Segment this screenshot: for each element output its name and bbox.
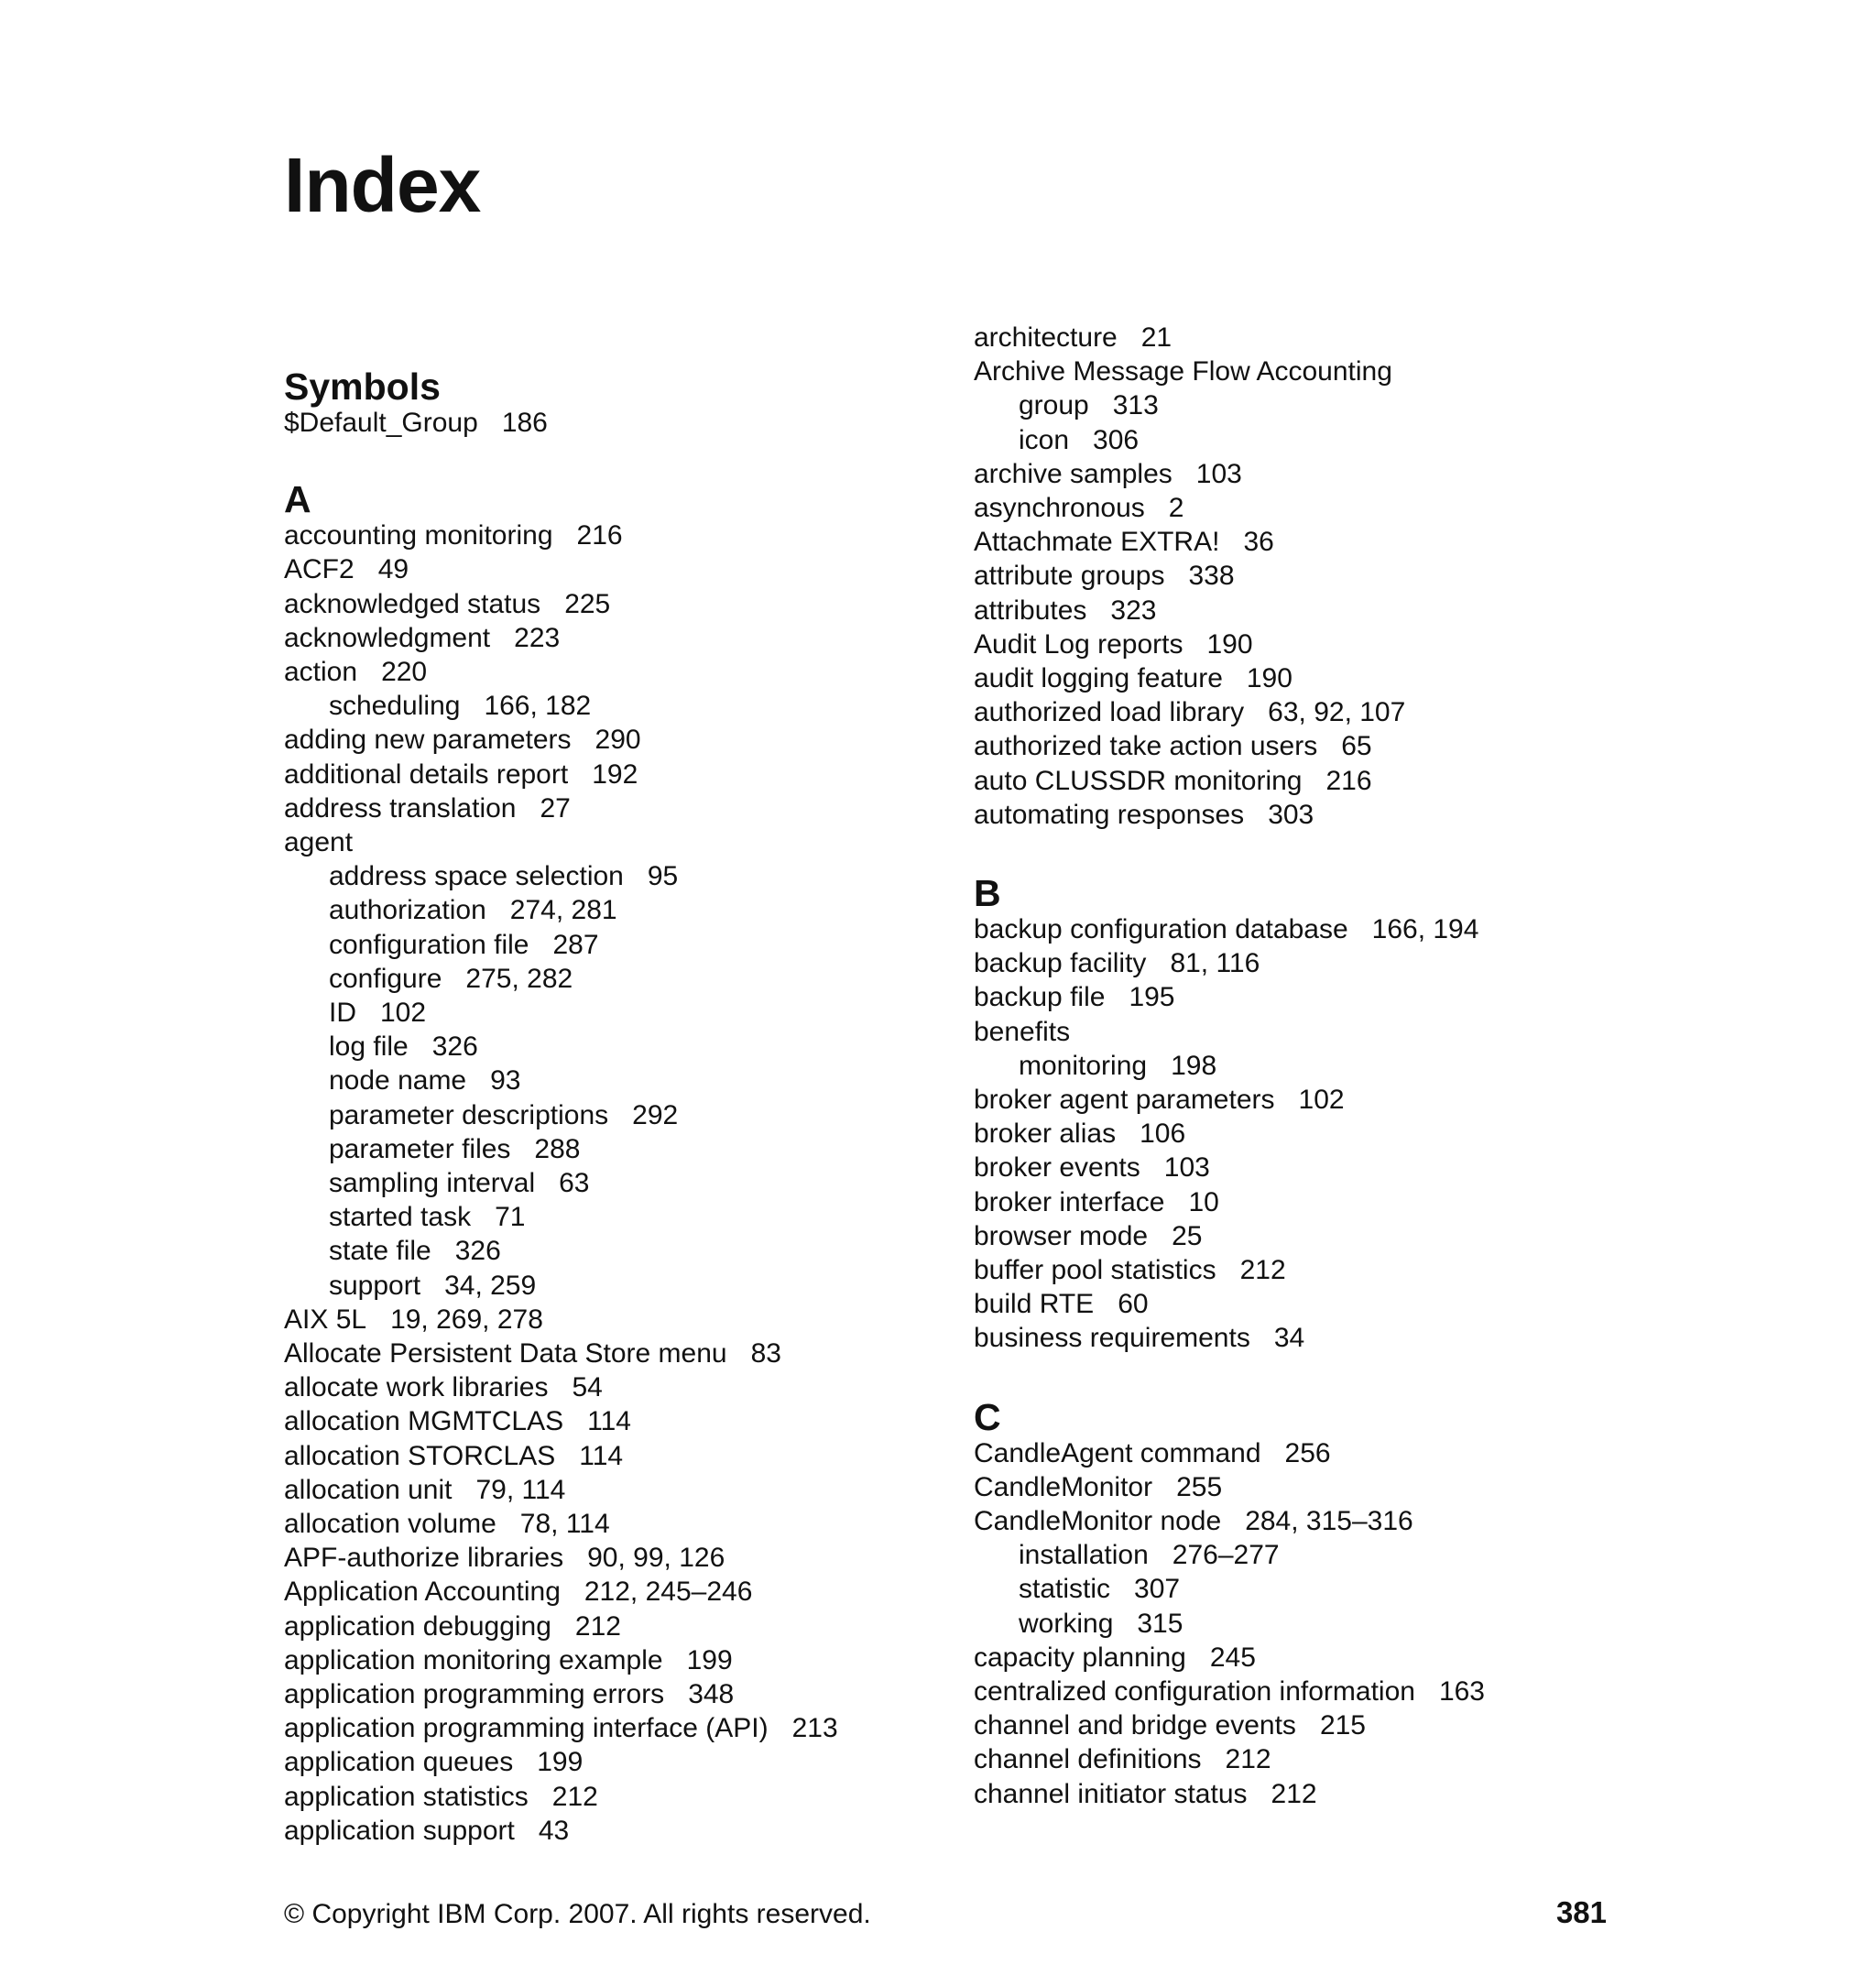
index-page-refs: 323 (1110, 595, 1157, 626)
index-page-refs: 2 (1168, 493, 1184, 523)
index-page-refs: 223 (514, 622, 561, 653)
index-term: acknowledged status (284, 588, 541, 619)
index-term: started task (329, 1202, 472, 1233)
index-page-refs: 199 (537, 1747, 584, 1778)
page-number: 381 (1555, 1895, 1607, 1929)
index-term: backup configuration database (974, 914, 1348, 944)
index-page-refs: 83 (750, 1338, 781, 1369)
index-page-refs: 288 (534, 1133, 581, 1164)
index-page-refs: 71 (495, 1202, 526, 1233)
index-entry (284, 1303, 543, 1337)
index-term: application queues (284, 1747, 514, 1778)
index-term: attributes (974, 595, 1087, 626)
index-term: authorized take action users (974, 731, 1318, 762)
footer-copyright: © Copyright IBM Corp. 2007. All rights reserved. (284, 1899, 871, 1929)
index-subentry (1019, 1538, 1280, 1572)
index-letter-heading: A (284, 478, 311, 521)
index-page-refs: 10 (1188, 1186, 1219, 1217)
index-term: Application Accounting (284, 1577, 561, 1608)
index-page-refs: 166, 182 (484, 691, 592, 722)
index-term: AIX 5L (284, 1304, 367, 1335)
index-page-refs: 255 (1176, 1471, 1223, 1502)
index-page-refs: 192 (592, 758, 638, 790)
index-entry (284, 758, 638, 791)
index-page-refs: 81, 116 (1170, 948, 1260, 979)
index-term: log file (329, 1031, 409, 1063)
index-entry (974, 1675, 1485, 1708)
index-page-refs: 307 (1134, 1574, 1181, 1605)
index-term: Audit Log reports (974, 628, 1183, 660)
index-entry (284, 1643, 733, 1677)
index-page-refs: 284, 315–316 (1245, 1506, 1413, 1536)
index-letter-heading: Symbols (284, 366, 441, 408)
index-entry (974, 1219, 1202, 1253)
index-page-refs: 93 (490, 1065, 521, 1097)
index-entry (284, 1370, 603, 1404)
index-entry (974, 525, 1274, 559)
index-page-refs: 79, 114 (475, 1474, 566, 1505)
index-entry (284, 791, 571, 825)
index-letter-heading: B (974, 872, 1001, 914)
index-term: business requirements (974, 1323, 1250, 1354)
index-page-refs: 78, 114 (519, 1509, 610, 1539)
index-term: application monitoring example (284, 1644, 663, 1675)
index-term: node name (329, 1065, 467, 1097)
page-title: Index (284, 142, 481, 228)
index-page-refs: 34, 259 (444, 1270, 537, 1301)
index-entry (974, 798, 1314, 832)
index-page-refs: 245 (1209, 1642, 1256, 1673)
index-page-refs: 166, 194 (1371, 914, 1479, 944)
index-term: adding new parameters (284, 725, 572, 756)
index-subentry (329, 1030, 478, 1064)
index-entry (284, 1814, 569, 1848)
index-term: auto CLUSSDR monitoring (974, 765, 1303, 796)
index-page-refs: 190 (1246, 663, 1292, 693)
index-term: channel initiator status (974, 1778, 1248, 1809)
index-entry (974, 1641, 1256, 1675)
index-term: allocation unit (284, 1474, 453, 1505)
index-entry (974, 491, 1183, 525)
index-term: configure (329, 963, 442, 994)
index-term: working (1019, 1608, 1114, 1639)
index-page-refs: 338 (1188, 561, 1235, 592)
index-page-refs: 275, 282 (465, 963, 573, 994)
index-term: allocation volume (284, 1509, 496, 1539)
index-entry (974, 594, 1156, 627)
index-term: Attachmate EXTRA! (974, 527, 1220, 558)
index-entry (974, 1742, 1271, 1776)
index-term: Archive Message Flow Accounting (974, 356, 1392, 387)
index-entry (974, 1321, 1304, 1355)
index-entry (974, 627, 1253, 661)
index-entry (974, 1151, 1210, 1184)
index-term: build RTE (974, 1289, 1095, 1320)
index-entry (284, 1404, 631, 1438)
index-page-refs: 256 (1284, 1437, 1331, 1468)
index-entry (284, 1677, 734, 1711)
index-term: installation (1019, 1540, 1149, 1571)
index-term: benefits (974, 1016, 1071, 1047)
index-page-refs: 106 (1140, 1118, 1186, 1150)
index-entry (974, 1777, 1317, 1811)
index-page-refs: 303 (1268, 799, 1314, 830)
index-page-refs: 163 (1438, 1676, 1485, 1707)
index-entry (974, 1253, 1286, 1287)
index-subentry (329, 962, 573, 996)
index-letter-heading: C (974, 1395, 1001, 1438)
index-term: group (1019, 390, 1089, 421)
index-page-refs: 225 (564, 588, 611, 619)
index-term: sampling interval (329, 1168, 536, 1198)
index-entry (284, 1610, 621, 1643)
index-page-refs: 95 (647, 861, 679, 892)
index-term: scheduling (329, 691, 461, 722)
index-page-refs: 19, 269, 278 (390, 1304, 543, 1335)
index-term: application programming errors (284, 1679, 665, 1709)
index-subentry (329, 928, 599, 962)
index-page-refs: 326 (454, 1236, 501, 1267)
index-term: statistic (1019, 1574, 1111, 1605)
index-term: address translation (284, 792, 517, 824)
index-term: Allocate Persistent Data Store menu (284, 1338, 727, 1369)
index-entry (974, 661, 1292, 695)
index-page-refs: 212, 245–246 (584, 1577, 753, 1608)
index-page-refs: 195 (1129, 982, 1175, 1013)
index-term: buffer pool statistics (974, 1255, 1216, 1285)
index-term: agent (284, 827, 354, 857)
index-term: broker agent parameters (974, 1085, 1275, 1115)
index-subentry (329, 893, 617, 927)
index-page-refs: 313 (1112, 390, 1159, 421)
index-term: automating responses (974, 799, 1245, 830)
index-entry (284, 1575, 752, 1609)
index-subentry (1019, 1572, 1180, 1606)
index-page-refs: 63, 92, 107 (1268, 697, 1406, 728)
index-page-refs: 103 (1195, 458, 1242, 489)
index-subentry (1019, 1049, 1216, 1083)
index-page-refs: 54 (572, 1372, 603, 1403)
index-entry (284, 1473, 565, 1507)
index-page-refs: 114 (587, 1406, 631, 1437)
index-term: acknowledgment (284, 622, 491, 653)
index-term: address space selection (329, 861, 624, 892)
index-page-refs: 306 (1093, 424, 1140, 455)
index-term: channel definitions (974, 1744, 1202, 1775)
index-term: application support (284, 1815, 515, 1846)
index-entry (284, 1780, 598, 1814)
index-term: backup file (974, 982, 1106, 1013)
index-subentry (329, 1064, 521, 1097)
index-page-refs: 198 (1171, 1050, 1217, 1081)
index-page-refs: 49 (377, 554, 409, 585)
index-term: broker interface (974, 1186, 1165, 1217)
index-subentry (329, 1098, 678, 1132)
index-entry (974, 946, 1260, 980)
index-page-refs: 102 (380, 998, 427, 1028)
index-page-refs: 60 (1118, 1289, 1149, 1320)
index-term: CandleMonitor (974, 1471, 1153, 1502)
index-entry (284, 1541, 725, 1575)
index-page-refs: 90, 99, 126 (587, 1543, 725, 1574)
index-term: application statistics (284, 1781, 529, 1812)
index-page-refs: 27 (540, 792, 571, 824)
index-page-refs: 34 (1273, 1323, 1305, 1354)
index-term: APF-authorize libraries (284, 1543, 564, 1574)
index-term: icon (1019, 424, 1070, 455)
index-subentry (329, 689, 591, 723)
index-page-refs: 212 (551, 1781, 598, 1812)
index-page-refs: 212 (574, 1610, 621, 1642)
index-entry (974, 355, 1392, 388)
index-term: ACF2 (284, 554, 354, 585)
index-page-refs: 36 (1243, 527, 1274, 558)
index-page-refs: 287 (552, 929, 599, 960)
index-page-refs: 25 (1172, 1220, 1203, 1251)
index-term: additional details report (284, 758, 569, 790)
index-subentry (329, 1234, 501, 1268)
index-page-refs: 212 (1225, 1744, 1271, 1775)
index-term: accounting monitoring (284, 520, 553, 551)
index-term: application programming interface (API) (284, 1713, 769, 1744)
index-entry (974, 1708, 1366, 1742)
index-entry (284, 1337, 781, 1370)
index-term: broker alias (974, 1118, 1117, 1150)
index-subentry (1019, 388, 1159, 422)
index-page-refs: 292 (632, 1099, 679, 1130)
index-subentry (329, 996, 426, 1030)
index-entry (974, 1436, 1331, 1470)
index-page-refs: 216 (576, 520, 623, 551)
index-entry (974, 695, 1405, 729)
index-term: broker events (974, 1152, 1140, 1184)
index-term: capacity planning (974, 1642, 1186, 1673)
index-term: CandleAgent command (974, 1437, 1261, 1468)
index-term: parameter files (329, 1133, 511, 1164)
index-term: $Default_Group (284, 408, 478, 438)
index-page-refs: 21 (1140, 322, 1172, 353)
index-entry (284, 621, 560, 655)
index-entry (284, 406, 548, 440)
index-page-refs: 103 (1163, 1152, 1210, 1184)
index-entry (974, 729, 1372, 763)
index-entry (284, 1507, 610, 1541)
index-term: archive samples (974, 458, 1172, 489)
index-page-refs: 212 (1239, 1255, 1286, 1285)
index-page-refs: 290 (594, 725, 641, 756)
index-term: architecture (974, 322, 1118, 353)
index-page-refs: 43 (538, 1815, 570, 1846)
index-entry (284, 825, 353, 859)
index-subentry (1019, 423, 1139, 457)
index-entry (974, 559, 1235, 593)
index-entry (974, 321, 1172, 355)
index-page-refs: 213 (791, 1713, 838, 1744)
index-term: allocation MGMTCLAS (284, 1406, 564, 1437)
index-subentry (1019, 1607, 1183, 1641)
index-term: channel and bridge events (974, 1710, 1296, 1741)
index-term: state file (329, 1236, 431, 1267)
index-page-refs: 315 (1137, 1608, 1183, 1639)
index-entry (284, 723, 641, 757)
index-page-refs: 220 (381, 657, 428, 687)
index-entry (284, 1745, 583, 1779)
index-page-refs: 186 (501, 408, 548, 438)
index-page-refs: 348 (688, 1679, 735, 1709)
index-entry (974, 1470, 1222, 1504)
index-page-refs: 199 (686, 1644, 733, 1675)
index-term: CandleMonitor node (974, 1506, 1222, 1536)
index-subentry (329, 1200, 525, 1234)
index-term: allocate work libraries (284, 1372, 549, 1403)
index-entry (284, 655, 427, 689)
index-subentry (329, 1166, 589, 1200)
index-term: action (284, 657, 358, 687)
index-term: configuration file (329, 929, 529, 960)
index-entry (284, 552, 409, 586)
index-entry (284, 1439, 623, 1473)
index-entry (974, 764, 1372, 798)
index-subentry (329, 1269, 536, 1303)
index-entry (974, 457, 1242, 491)
index-term: authorization (329, 895, 486, 926)
index-page-refs: 215 (1319, 1710, 1366, 1741)
index-page-refs: 326 (431, 1031, 478, 1063)
index-page-refs: 216 (1325, 765, 1372, 796)
index-term: allocation STORCLAS (284, 1440, 556, 1471)
index-entry (974, 1287, 1149, 1321)
index-entry (974, 1117, 1185, 1151)
index-term: application debugging (284, 1610, 551, 1642)
index-subentry (329, 859, 678, 893)
index-term: audit logging feature (974, 663, 1223, 693)
index-page-refs: 276–277 (1172, 1540, 1280, 1571)
index-page-refs: 63 (559, 1168, 590, 1198)
index-page-refs: 190 (1206, 628, 1253, 660)
index-page-refs: 114 (579, 1440, 624, 1471)
index-entry (284, 518, 623, 552)
index-term: monitoring (1019, 1050, 1148, 1081)
index-term: parameter descriptions (329, 1099, 609, 1130)
index-page-refs: 65 (1341, 731, 1372, 762)
index-entry (974, 1185, 1219, 1219)
index-term: browser mode (974, 1220, 1149, 1251)
index-term: centralized configuration information (974, 1676, 1415, 1707)
index-term: asynchronous (974, 493, 1145, 523)
index-entry (284, 1711, 838, 1745)
index-entry (974, 1504, 1413, 1538)
index-entry (284, 587, 610, 621)
index-entry (974, 1015, 1070, 1049)
index-page-refs: 102 (1298, 1085, 1345, 1115)
index-term: support (329, 1270, 421, 1301)
index-term: attribute groups (974, 561, 1165, 592)
index-entry (974, 1083, 1345, 1117)
index-page-refs: 274, 281 (509, 895, 617, 926)
index-subentry (329, 1132, 580, 1166)
index-term: ID (329, 998, 356, 1028)
index-page-refs: 212 (1271, 1778, 1317, 1809)
index-term: backup facility (974, 948, 1147, 979)
index-entry (974, 912, 1478, 946)
index-term: authorized load library (974, 697, 1245, 728)
index-entry (974, 980, 1175, 1014)
